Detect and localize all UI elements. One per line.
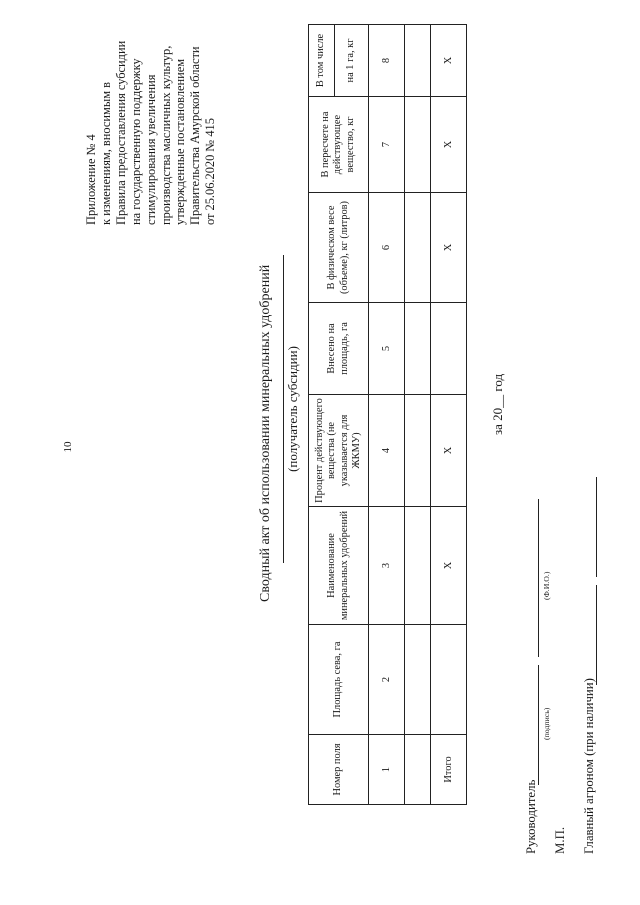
table-cell: Х (431, 395, 467, 507)
appendix-line: Приложение № 4 (84, 134, 98, 225)
report-period: за 20__ год (490, 373, 505, 435)
name-line (538, 499, 539, 657)
recipient-blank-line (283, 255, 284, 563)
header-sowing-area: Площадь сева, га (309, 625, 369, 735)
header-active-percent: Процент действующего вещества (не указывается для ЖКМУ) (309, 395, 369, 507)
appendix-line: стимулирования увеличения (143, 74, 158, 225)
header-per-hectare: на 1 га, кг (335, 25, 369, 97)
table-cell (405, 97, 431, 193)
table-cell (405, 303, 431, 395)
table-cell (405, 507, 431, 625)
appendix-line: Правила предоставления субсидии (113, 40, 128, 225)
table-cell: 7 (369, 97, 405, 193)
table-cell: Х (431, 25, 467, 97)
table-cell (405, 735, 431, 805)
table-cell: Х (431, 193, 467, 303)
agronomist-signature-line (596, 585, 597, 685)
document-page (20, 33, 640, 885)
table-cell (431, 625, 467, 735)
table-cell (431, 303, 467, 395)
table-cell (405, 625, 431, 735)
appendix-line: от 25.06.2020 № 415 (203, 118, 218, 225)
table-cell: 5 (369, 303, 405, 395)
header-applied-area: Внесено на площадь, га (309, 303, 369, 395)
name-hint: (Ф.И.О.) (542, 571, 551, 600)
signature-line (538, 665, 539, 785)
table-cell (405, 25, 431, 97)
table-cell: Х (431, 507, 467, 625)
header-fertilizer-name: Наименование минеральных удобрений (309, 507, 369, 625)
table-cell (405, 193, 431, 303)
table-cell: 6 (369, 193, 405, 303)
table-cell (405, 395, 431, 507)
agronomist-label: Главный агроном (при наличии) (582, 678, 596, 854)
appendix-line: утвержденные постановлением (173, 58, 188, 225)
header-physical-weight: В физическом весе (объеме), кг (литров) (309, 193, 369, 303)
recipient-label: (получатель субсидии) (285, 346, 300, 472)
page-number: 10 (62, 441, 74, 453)
document-title: Сводный акт об использовании минеральных удобрений (258, 264, 273, 602)
table-cell: 8 (369, 25, 405, 97)
total-label: Итого (431, 735, 467, 805)
header-field-number: Номер поля (309, 735, 369, 805)
agronomist-name-line (596, 477, 597, 577)
table-cell: 1 (369, 735, 405, 805)
header-including: В том числе (309, 25, 335, 97)
fertilizer-table (308, 24, 467, 805)
appendix-line: к изменениям, вносимым в (98, 81, 113, 225)
appendix-line: на государственную поддержку (128, 58, 143, 225)
appendix-line: производства масличных культур, (158, 45, 173, 225)
appendix-note (84, 40, 218, 225)
table-cell: 2 (369, 625, 405, 735)
table-cell: Х (431, 97, 467, 193)
head-label: Руководитель (524, 779, 538, 854)
stamp-label: М.П. (553, 826, 567, 854)
table-row (369, 25, 405, 805)
appendix-line: Правительства Амурской области (188, 46, 203, 225)
table-cell: 4 (369, 395, 405, 507)
table-cell: 3 (369, 507, 405, 625)
signature-hint: (подпись) (542, 707, 551, 740)
table-row (405, 25, 431, 805)
total-row (431, 25, 467, 805)
header-active-substance: В пересчете на действующее вещество, кг (309, 97, 369, 193)
